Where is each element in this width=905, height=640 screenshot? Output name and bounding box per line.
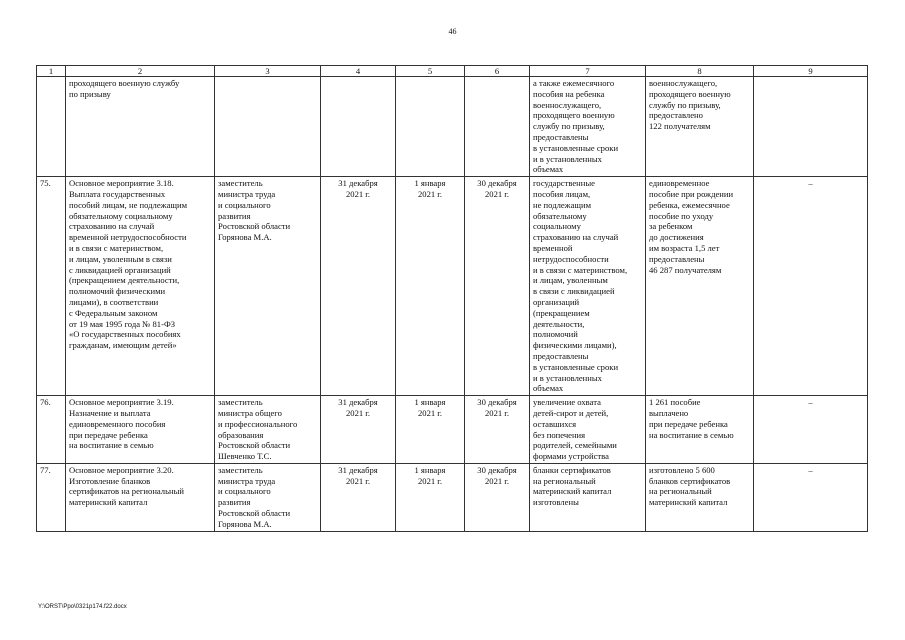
activity-cell: Основное мероприятие 3.18. Выплата государственных пособий лицам, не подлежащим обязательному социальному страхованию на случай временной нетрудоспособности и в связи с материнством, и лицам, уволенным в связи с ликвидацией организаций (прекращением деятельности, полномочий физическими лицами), в соответствии с Федеральным законом от 19 мая 1995 года № 81-ФЗ «О государственных пособиях гражданам, имеющим детей» [66,177,215,396]
planned-end-cell [321,77,396,177]
actual-start-cell [396,77,465,177]
table-row [37,463,868,531]
row-number [37,77,66,177]
table-row [37,77,868,177]
note-cell: – [754,396,868,464]
planned-result-cell: бланки сертификатов на региональный материнский капитал изготовлены [530,463,646,531]
activity-cell: Основное мероприятие 3.20. Изготовление бланков сертификатов на региональный материнский капитал [66,463,215,531]
header-col-5: 5 [396,66,465,77]
actual-end-cell: 30 декабря 2021 г. [465,463,530,531]
responsible-cell [215,77,321,177]
header-col-1: 1 [37,66,66,77]
planned-end-cell: 31 декабря 2021 г. [321,177,396,396]
row-number: 76. [37,396,66,464]
header-col-9: 9 [754,66,868,77]
actual-result-cell: 1 261 пособие выплачено при передаче ребенка на воспитание в семью [646,396,754,464]
header-col-8: 8 [646,66,754,77]
file-path-footer: Y:\ORST\Ppo\0321p174.f22.docx [38,604,127,610]
header-row [37,66,868,77]
activity-cell: проходящего военную службу по призыву [66,77,215,177]
plan-table [36,65,868,532]
actual-end-cell: 30 декабря 2021 г. [465,396,530,464]
responsible-cell: заместитель министра труда и социального развития Ростовской области Горянова М.А. [215,177,321,396]
note-cell: – [754,463,868,531]
planned-end-cell: 31 декабря 2021 г. [321,396,396,464]
actual-end-cell [465,77,530,177]
actual-start-cell: 1 января 2021 г. [396,396,465,464]
note-cell: – [754,177,868,396]
activity-cell: Основное мероприятие 3.19. Назначение и выплата единовременного пособия при передаче ребенка на воспитание в семью [66,396,215,464]
actual-result-cell: единовременное пособие при рождении ребенка, ежемесячное пособие по уходу за ребенком до достижения им возраста 1,5 лет предоставлены 46 287 получателям [646,177,754,396]
actual-start-cell: 1 января 2021 г. [396,177,465,396]
page-number: 46 [448,27,457,36]
row-number: 77. [37,463,66,531]
table-row [37,396,868,464]
planned-result-cell: государственные пособия лицам, не подлежащим обязательному социальному страхованию на случай временной нетрудоспособности и в связи с материнством, и лицам, уволенным в связи с ликвидацией организаций (прекращением деятельности, полномочий физическими лицами), предоставлены в установленные сроки и в установленных объемах [530,177,646,396]
responsible-cell: заместитель министра общего и профессионального образования Ростовской области Шевченко Т.С. [215,396,321,464]
row-number: 75. [37,177,66,396]
header-col-2: 2 [66,66,215,77]
responsible-cell: заместитель министра труда и социального развития Ростовской области Горянова М.А. [215,463,321,531]
header-col-4: 4 [321,66,396,77]
note-cell [754,77,868,177]
actual-result-cell: военнослужащего, проходящего военную службу по призыву, предоставлено 122 получателям [646,77,754,177]
header-col-3: 3 [215,66,321,77]
actual-result-cell: изготовлено 5 600 бланков сертификатов на региональный материнский капитал [646,463,754,531]
planned-result-cell: увеличение охвата детей-сирот и детей, оставшихся без попечения родителей, семейными формами устройства [530,396,646,464]
table-row [37,177,868,396]
actual-end-cell: 30 декабря 2021 г. [465,177,530,396]
planned-end-cell: 31 декабря 2021 г. [321,463,396,531]
header-col-7: 7 [530,66,646,77]
header-col-6: 6 [465,66,530,77]
actual-start-cell: 1 января 2021 г. [396,463,465,531]
planned-result-cell: а также ежемесячного пособия на ребенка военнослужащего, проходящего военную службу по призыву, предоставлены в установленные сроки и в установленных объемах [530,77,646,177]
